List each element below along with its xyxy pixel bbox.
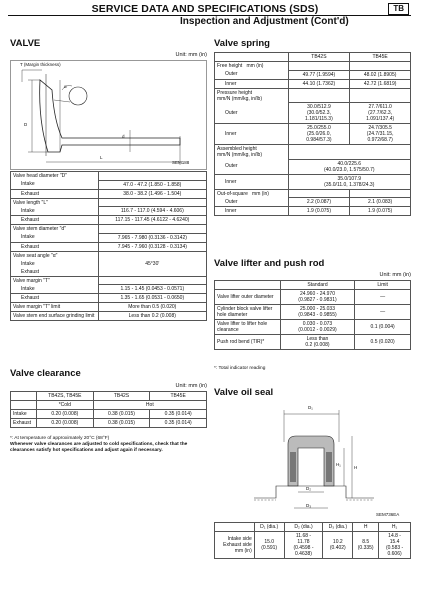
col-header: TB45E xyxy=(350,53,411,62)
row-value: More than 0.5 (0.020) xyxy=(98,303,206,312)
row-value xyxy=(98,276,206,285)
row-sub: Outer xyxy=(215,70,289,79)
col-header: TB42S, TB45E xyxy=(36,392,93,401)
oil-seal-title: Valve oil seal xyxy=(214,387,274,398)
hot-header: Hot xyxy=(93,401,206,410)
H1-label: H₁ xyxy=(336,462,341,467)
H-label: H xyxy=(354,465,358,470)
valve-figure-caption: SEM188 xyxy=(172,160,190,165)
cell: 44.10 (1.7362) xyxy=(288,79,350,88)
table-row: Push rod bend (TIR)* Less than 0.2 (0.008) 0.5 (0.020) xyxy=(215,335,411,350)
table-row: Cylinder block valve lifter hole diameter 25.000 - 25.033 (0.9843 - 0.9855) — xyxy=(215,305,411,320)
lifter-note: *: Total indicator reading xyxy=(214,366,266,371)
valve-unit: Unit: mm (in) xyxy=(175,52,207,58)
table-row: Valve lifter to lifter hole clearance 0.030 - 0.073 (0.0012 - 0.0029) 0.1 (0.004) xyxy=(215,320,411,335)
row-sub: Outer xyxy=(215,103,289,124)
col-header: H xyxy=(353,523,379,532)
valve-clearance-title: Valve clearance xyxy=(10,368,81,379)
row-value xyxy=(98,198,206,207)
seat-angle-label: Valve seat angle "α" xyxy=(11,251,99,260)
assembled-height-unit: mm/N (mm/kg, in/lb) xyxy=(217,152,262,158)
row-sub: Inner xyxy=(215,174,289,189)
valve-clearance-table xyxy=(10,391,207,428)
row-value: 47.0 - 47.2 (1.850 - 1.858) xyxy=(98,180,206,189)
col-header: D₃ (dia.) xyxy=(323,523,353,532)
col-header: Limit xyxy=(355,281,411,290)
col-header: TB45E xyxy=(150,392,207,401)
cold-header: *Cold xyxy=(36,401,93,410)
seat-angle-exhaust: Exhaust xyxy=(11,268,99,277)
D1-label: D₁ xyxy=(308,405,313,410)
row-value: 7.965 - 7.980 (0.3136 - 0.3142) xyxy=(98,233,206,242)
lifter-unit: Unit: mm (in) xyxy=(379,272,411,278)
row-value: 1.15 - 1.45 (0.0453 - 0.0571) xyxy=(98,285,206,294)
row-sub: Intake xyxy=(11,285,99,294)
oil-seal-table xyxy=(214,522,411,559)
row-label: Valve stem end surface grinding limit xyxy=(11,312,99,321)
cell: 30.0/512.9 (30.0/52.3, 1.181/115.3) xyxy=(288,103,350,124)
oil-seal-diagram xyxy=(214,402,411,519)
lifter-title: Valve lifter and push rod xyxy=(214,258,325,269)
cell: 2.2 (0.087) xyxy=(288,198,350,207)
D2-label: D₂ xyxy=(306,486,311,491)
assembled-height-label: Assembled height xyxy=(217,146,257,152)
pressure-height-label: Pressure height xyxy=(217,89,253,96)
cell: 2.1 (0.083) xyxy=(350,198,411,207)
row-value: 117.15 - 117.45 (4.6122 - 4.6240) xyxy=(98,216,206,225)
row-label: Valve margin "T" limit xyxy=(11,303,99,312)
row-sub: Exhaust xyxy=(11,216,99,225)
out-of-square-unit: mm (in) xyxy=(252,190,269,197)
valve-spec-table xyxy=(10,171,207,321)
row-value: 116.7 - 117.0 (4.594 - 4.606) xyxy=(98,207,206,216)
valve-spring-table xyxy=(214,52,411,216)
cell: 35.0/107.9 (35.0/11.0, 1.378/24.3) xyxy=(288,174,410,189)
row-sub: Intake xyxy=(11,233,99,242)
pressure-height-unit: mm/N (mm/kg, in/lb) xyxy=(217,95,262,102)
row-sub: Outer xyxy=(215,198,289,207)
row-sub: Inner xyxy=(215,207,289,216)
col-header: D₁ (dia.) xyxy=(254,523,284,532)
lifter-table xyxy=(214,280,411,350)
page-subtitle: Inspection and Adjustment (Cont'd) xyxy=(180,16,349,27)
oil-seal-caption: SEM736EA xyxy=(376,512,400,517)
row-value xyxy=(98,172,206,181)
table-row: Exhaust 0.20 (0.008) 0.38 (0.015) 0.35 (0.014) xyxy=(11,419,207,428)
col-header: TB42S xyxy=(93,392,150,401)
valve-spring-title: Valve spring xyxy=(214,38,270,49)
clearance-note-1: *: At temperature of approximately 20°C (68°F) xyxy=(10,436,110,441)
col-header: D₂ (dia.) xyxy=(284,523,323,532)
row-label: Valve length "L" xyxy=(11,198,99,207)
cell: 42.72 (1.6819) xyxy=(350,79,411,88)
d-label: d xyxy=(122,134,125,139)
alpha-label: α xyxy=(64,84,67,89)
table-row: Intake 0.20 (0.008) 0.38 (0.015) 0.35 (0.014) xyxy=(11,410,207,419)
cell: 1.9 (0.075) xyxy=(350,207,411,216)
col-header: Standard xyxy=(280,281,355,290)
cell: 40.0/225.6 (40.0/23.0, 1.575/50.7) xyxy=(288,159,410,174)
table-row: Intake side Exhaust side mm (in) 15.0 (0.591) 11.68 - 11.78 (0.4598 - 0.4638) 10.2 (0.402) 8.5 (0.335) 14.8 - 15.4 (0.583 - 0.606) xyxy=(215,532,411,559)
seat-angle-intake: Intake xyxy=(11,260,99,268)
out-of-square-label: Out-of-square xyxy=(217,190,248,197)
L-label: L xyxy=(100,155,103,160)
cell: 48.02 (1.8905) xyxy=(350,70,411,79)
row-value xyxy=(98,225,206,234)
seat-angle-value: 45°30' xyxy=(98,251,206,276)
valve-clearance-unit: Unit: mm (in) xyxy=(175,383,207,389)
valve-section-title: VALVE xyxy=(10,38,41,49)
row-sub: Exhaust xyxy=(11,294,99,303)
row-sub: Exhaust xyxy=(11,242,99,251)
valve-diagram xyxy=(10,60,207,170)
section-badge: TB xyxy=(388,3,409,15)
row-sub: Outer xyxy=(215,159,289,174)
cell: 1.9 (0.075) xyxy=(288,207,350,216)
margin-thickness-label: T (Margin thickness) xyxy=(20,62,61,67)
row-sub: Inner xyxy=(215,79,289,88)
row-value: 7.945 - 7.960 (0.3128 - 0.3134) xyxy=(98,242,206,251)
table-row: Valve lifter outer diameter 24.960 - 24.970 (0.9827 - 0.9831) — xyxy=(215,290,411,305)
page-title: SERVICE DATA AND SPECIFICATIONS (SDS) xyxy=(91,3,319,15)
row-value: 1.35 - 1.65 (0.0531 - 0.0650) xyxy=(98,294,206,303)
row-sub: Inner xyxy=(215,124,289,145)
row-value: Less than 0.2 (0.008) xyxy=(98,312,206,321)
col-header: TB42S xyxy=(288,53,350,62)
free-height-label: Free height xyxy=(217,63,243,69)
row-label: Valve margin "T" xyxy=(11,276,99,285)
free-height-unit: mm (in) xyxy=(246,63,264,69)
cell: 24.7/305.5 (24.7/31.15, 0.972/68.7) xyxy=(350,124,411,145)
cell: 49.77 (1.9594) xyxy=(288,70,350,79)
clearance-note-2: Whenever valve clearances are adjusted to cold specifications, check that the clearances satisfy hot specifications and adjust again if necessary. xyxy=(10,442,188,453)
cell: 25.0/255.0 (25.0/26.0, 0.984/57.3) xyxy=(288,124,350,145)
cell: 27.7/611.0 (27.7/62.3, 1.091/137.4) xyxy=(350,103,411,124)
row-label: Valve head diameter "D" xyxy=(11,172,99,181)
row-sub: Intake xyxy=(11,207,99,216)
row-label: Valve stem diameter "d" xyxy=(11,225,99,234)
D-label: D xyxy=(24,122,28,127)
D3-label: D₃ xyxy=(306,503,312,508)
col-header: H₁ xyxy=(379,523,411,532)
row-value: 38.0 - 38.2 (1.496 - 1.504) xyxy=(98,189,206,198)
row-sub: Intake xyxy=(11,180,99,189)
row-sub: Exhaust xyxy=(11,189,99,198)
